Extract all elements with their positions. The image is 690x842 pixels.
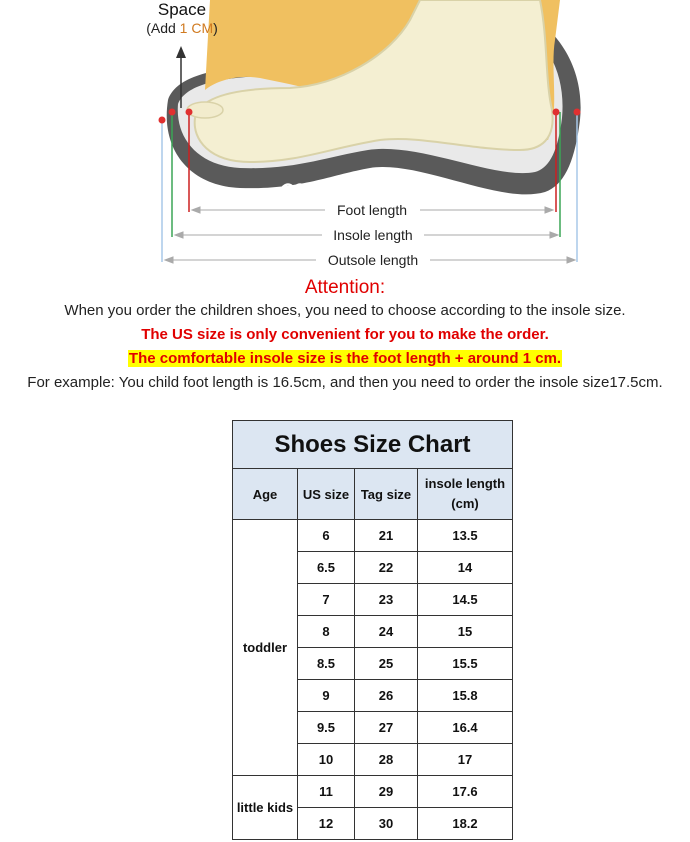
us-size-cell: 9 xyxy=(298,680,355,712)
tag-size-cell: 22 xyxy=(355,552,418,584)
us-size-cell: 6.5 xyxy=(298,552,355,584)
size-chart-title: Shoes Size Chart xyxy=(233,421,513,469)
tag-size-cell: 26 xyxy=(355,680,418,712)
add-cm-value: 1 CM xyxy=(179,20,214,36)
age-group-little-kids: little kids xyxy=(233,776,298,840)
age-group-toddler: toddler xyxy=(233,520,298,776)
tag-size-cell: 21 xyxy=(355,520,418,552)
outsole-length-label: Outsole length xyxy=(327,252,419,268)
space-label: Space xyxy=(157,0,207,19)
size-chart-table xyxy=(232,420,513,840)
arrow-head xyxy=(175,232,183,238)
insole-cell: 16.4 xyxy=(418,712,513,744)
insole-cell: 14 xyxy=(418,552,513,584)
header-age: Age xyxy=(233,469,298,520)
arrow-head xyxy=(550,232,558,238)
us-size-cell: 11 xyxy=(298,776,355,808)
insole-cell: 17 xyxy=(418,744,513,776)
toe-shape xyxy=(187,102,223,118)
arrow-head xyxy=(192,207,200,213)
notice-line-3 xyxy=(0,350,690,367)
shoe-size-diagram xyxy=(0,0,690,275)
us-size-cell: 6 xyxy=(298,520,355,552)
insole-cell: 15.8 xyxy=(418,680,513,712)
space-arrow-head xyxy=(176,46,186,58)
marker-dot xyxy=(574,109,581,116)
tag-size-cell: 29 xyxy=(355,776,418,808)
insole-length-label: Insole length xyxy=(333,227,413,243)
notice-line-2: The US size is only convenient for you to make the order. xyxy=(141,326,549,343)
table-row xyxy=(233,776,513,808)
highlighted-notice: The comfortable insole size is the foot length + around 1 cm. xyxy=(128,350,562,367)
marker-dot xyxy=(159,117,166,124)
us-size-cell: 9.5 xyxy=(298,712,355,744)
tag-size-cell: 30 xyxy=(355,808,418,840)
table-row xyxy=(233,520,513,552)
us-size-cell: 8 xyxy=(298,616,355,648)
us-size-cell: 10 xyxy=(298,744,355,776)
insole-cell: 14.5 xyxy=(418,584,513,616)
tag-size-cell: 24 xyxy=(355,616,418,648)
insole-cell: 15.5 xyxy=(418,648,513,680)
notice-line-4: For example: You child foot length is 16.5cm, and then you need to order the insole size17.5cm. xyxy=(27,374,663,391)
insole-cell: 17.6 xyxy=(418,776,513,808)
add-cm-label: (Add 1 CM) xyxy=(146,20,218,36)
us-size-cell: 7 xyxy=(298,584,355,616)
header-us-size: US size xyxy=(298,469,355,520)
us-size-cell: 12 xyxy=(298,808,355,840)
insole-cell: 18.2 xyxy=(418,808,513,840)
insole-cell: 13.5 xyxy=(418,520,513,552)
foot-length-label: Foot length xyxy=(336,202,408,218)
marker-dot xyxy=(186,109,193,116)
marker-dot xyxy=(169,109,176,116)
tag-size-cell: 23 xyxy=(355,584,418,616)
header-insole-length: insole length (cm) xyxy=(418,469,513,520)
arrow-head xyxy=(165,257,173,263)
marker-dot xyxy=(553,109,560,116)
tag-size-cell: 28 xyxy=(355,744,418,776)
attention-heading: Attention: xyxy=(304,277,386,298)
tag-size-cell: 27 xyxy=(355,712,418,744)
header-tag-size: Tag size xyxy=(355,469,418,520)
arrow-head xyxy=(545,207,553,213)
arrow-head xyxy=(567,257,575,263)
us-size-cell: 8.5 xyxy=(298,648,355,680)
notice-line-1: When you order the children shoes, you need to choose according to the insole size. xyxy=(64,302,626,319)
insole-cell: 15 xyxy=(418,616,513,648)
tag-size-cell: 25 xyxy=(355,648,418,680)
